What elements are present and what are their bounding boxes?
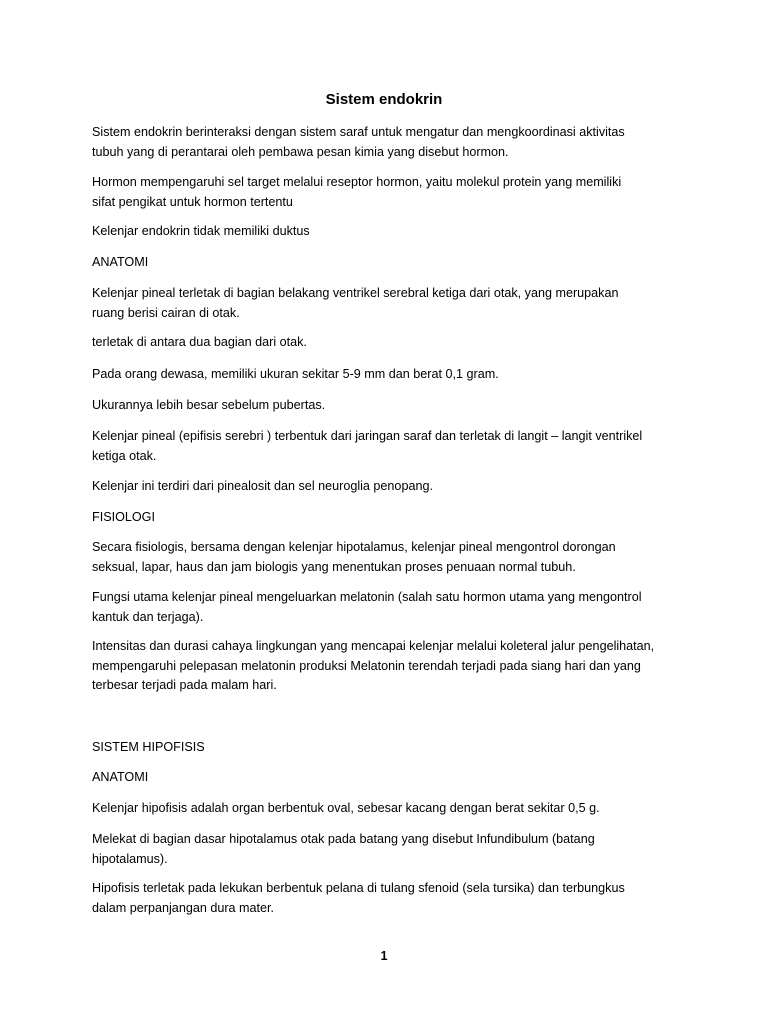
text-line: Kelenjar pineal (epifisis serebri ) terbentuk dari jaringan saraf dan terletak di langit – langit ventrikel	[92, 429, 643, 443]
text-line: SISTEM HIPOFISIS	[92, 740, 205, 754]
paragraph	[92, 830, 692, 869]
text-line: ketiga otak.	[92, 448, 157, 463]
text-line: ANATOMI	[92, 255, 149, 269]
paragraph	[92, 538, 692, 577]
paragraph	[92, 588, 692, 627]
text-line: Sistem endokrin berinteraksi dengan sistem saraf untuk mengatur dan mengkoordinasi aktivitas	[92, 125, 625, 139]
document-title: Sistem endokrin	[325, 91, 443, 108]
paragraph	[92, 477, 692, 497]
text-line: Fungsi utama kelenjar pineal mengeluarkan melatonin (salah satu hormon utama yang mengontrol	[92, 590, 642, 604]
page-number: 1	[380, 949, 388, 963]
text-line: terletak di antara dua bagian dari otak.	[92, 335, 307, 349]
paragraph	[92, 284, 692, 323]
text-line: sifat pengikat untuk hormon tertentu	[92, 194, 293, 209]
paragraph	[92, 396, 692, 416]
text-line: ruang berisi cairan di otak.	[92, 305, 240, 320]
paragraph	[92, 799, 692, 819]
text-line: terbesar terjadi pada malam hari.	[92, 678, 277, 692]
paragraph	[92, 123, 692, 162]
paragraph	[92, 879, 692, 918]
paragraph	[92, 222, 692, 242]
text-line: Hipofisis terletak pada lekukan berbentuk pelana di tulang sfenoid (sela tursika) dan terbungkus	[92, 881, 625, 895]
paragraph	[92, 427, 692, 466]
paragraph	[92, 173, 692, 212]
text-line: FISIOLOGI	[92, 510, 155, 524]
section-heading	[92, 768, 692, 788]
paragraph	[92, 365, 692, 385]
text-line: Secara fisiologis, bersama dengan kelenjar hipotalamus, kelenjar pineal mengontrol dorongan	[92, 540, 616, 554]
text-line: mempengaruhi pelepasan melatonin produksi Melatonin terendah terjadi pada siang hari dan yang	[92, 658, 641, 673]
text-line: tubuh yang di perantarai oleh pembawa pesan kimia yang disebut hormon.	[92, 144, 509, 159]
text-line: Melekat di bagian dasar hipotalamus otak pada batang yang disebut Infundibulum (batang	[92, 832, 595, 846]
text-line: Kelenjar hipofisis adalah organ berbentuk oval, sebesar kacang dengan berat sekitar 0,5 g.	[92, 801, 600, 815]
text-line: kantuk dan terjaga).	[92, 609, 204, 624]
text-line: seksual, lapar, haus dan jam biologis yang menentukan proses penuaan normal tubuh.	[92, 559, 576, 574]
section-heading	[92, 508, 692, 528]
paragraph	[92, 637, 692, 696]
text-line: Ukurannya lebih besar sebelum pubertas.	[92, 398, 326, 412]
paragraph	[92, 333, 692, 353]
text-line: Hormon mempengaruhi sel target melalui reseptor hormon, yaitu molekul protein yang memiliki	[92, 175, 622, 189]
text-line: dalam perpanjangan dura mater.	[92, 900, 275, 915]
text-line: hipotalamus).	[92, 851, 168, 866]
text-line: Pada orang dewasa, memiliki ukuran sekitar 5-9 mm dan berat 0,1 gram.	[92, 367, 499, 381]
section-heading	[92, 738, 692, 758]
section-heading	[92, 253, 692, 273]
text-line: ANATOMI	[92, 770, 149, 784]
text-line: Intensitas dan durasi cahaya lingkungan yang mencapai kelenjar melalui koleteral jalur pengelihatan,	[92, 639, 655, 653]
text-line: Kelenjar ini terdiri dari pinealosit dan sel neuroglia penopang.	[92, 479, 433, 493]
text-line: Kelenjar endokrin tidak memiliki duktus	[92, 224, 310, 238]
text-line: Kelenjar pineal terletak di bagian belakang ventrikel serebral ketiga dari otak, yang merupakan	[92, 286, 619, 300]
